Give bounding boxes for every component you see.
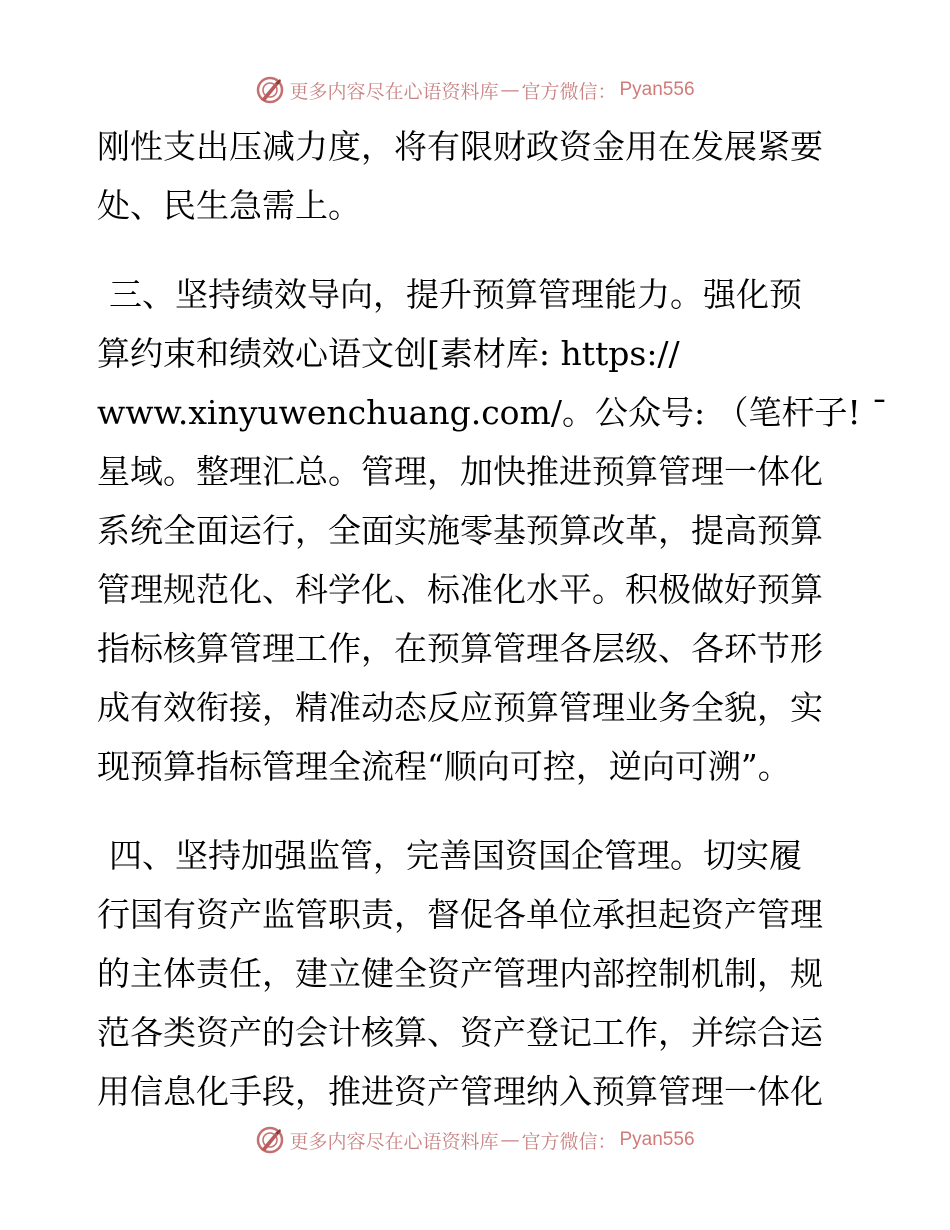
watermark-label: 官方微信： (521, 1130, 617, 1153)
brush-seal-icon (255, 1125, 285, 1155)
text-line: 现预算指标管理全流程“顺向可控，逆向可溯”。 (97, 747, 791, 786)
text-line: www.xinyuwenchuang.com/。公众号: （笔杆子! ¯ (97, 393, 888, 432)
paragraph-2 (97, 265, 888, 796)
text-line: 四、坚持加强监管，完善国资国企管理。切实履 (109, 836, 802, 875)
text-line: 的主体责任，建立健全资产管理内部控制机制，规 (97, 954, 823, 993)
text-line: 刚性支出压减力度，将有限财政资金用在发展紧要 (97, 127, 823, 166)
watermark-separator: — (500, 1129, 520, 1151)
watermark-account: Pyan556 (619, 79, 695, 100)
text-line: 用信息化手段，推进资产管理纳入预算管理一体化 (97, 1072, 823, 1111)
watermark-label: 官方微信： (521, 80, 617, 103)
watermark-account: Pyan556 (619, 1129, 695, 1150)
header-watermark (0, 70, 950, 110)
paragraph-3 (97, 826, 857, 1121)
text-line: 算约束和绩效心语文创[素材库: https:// (97, 334, 680, 373)
watermark-text: 更多内容尽在心语资料库 (289, 80, 499, 103)
text-line: 管理规范化、科学化、标准化水平。积极做好预算 (97, 570, 823, 609)
text-line: 星域。整理汇总。管理，加快推进预算管理一体化 (97, 452, 823, 491)
text-line: 行国有资产监管职责，督促各单位承担起资产管理 (97, 895, 823, 934)
paragraph-1 (97, 117, 857, 235)
watermark-text: 更多内容尽在心语资料库 (289, 1130, 499, 1153)
text-line: 指标核算管理工作，在预算管理各层级、各环节形 (97, 629, 823, 668)
footer-watermark (0, 1120, 950, 1160)
watermark-separator: — (500, 79, 520, 101)
text-line: 范各类资产的会计核算、资产登记工作，并综合运 (97, 1013, 823, 1052)
text-line: 处、民生急需上。 (97, 186, 361, 225)
text-line: 系统全面运行，全面实施零基预算改革，提高预算 (97, 511, 823, 550)
document-body (97, 117, 888, 1121)
text-line: 成有效衔接，精准动态反应预算管理业务全貌，实 (97, 688, 823, 727)
text-line: 三、坚持绩效导向，提升预算管理能力。强化预 (109, 275, 802, 314)
brush-seal-icon (255, 75, 285, 105)
